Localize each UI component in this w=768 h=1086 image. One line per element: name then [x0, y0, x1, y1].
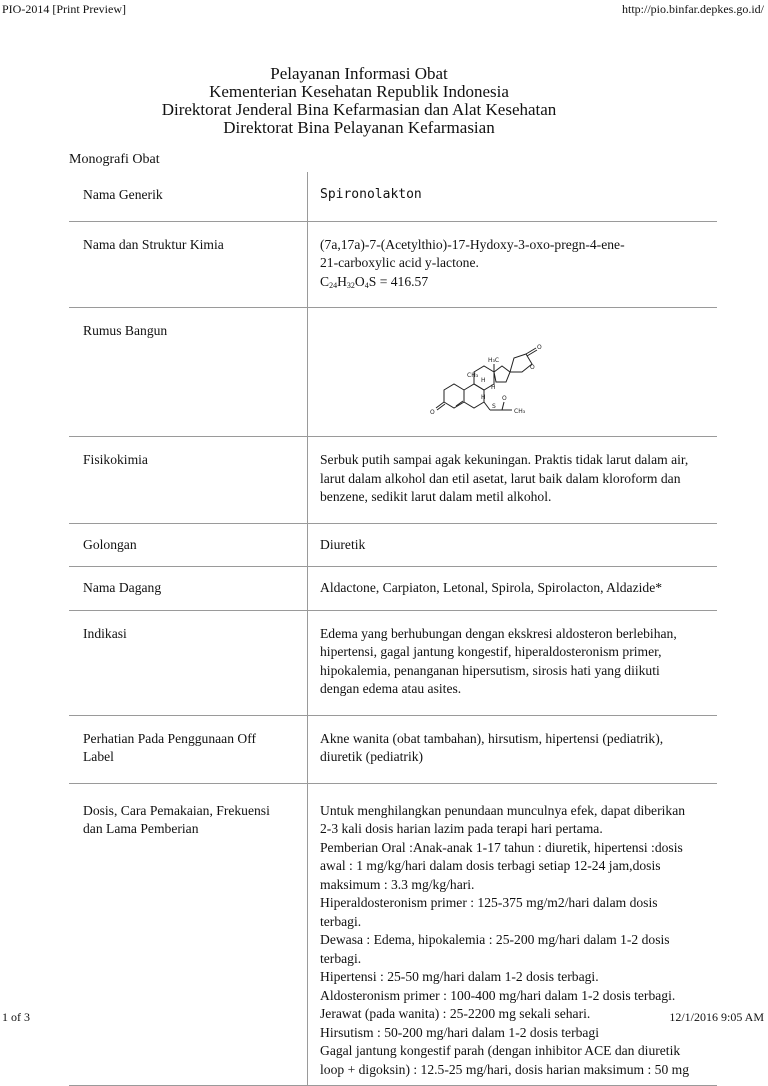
- svg-text:O: O: [536, 344, 542, 351]
- chemical-name-line-2: 21-carboxylic acid y-lactone.: [320, 255, 479, 270]
- label-golongan: Golongan: [69, 523, 308, 567]
- label-nama-generik: Nama Generik: [69, 172, 308, 221]
- value-rumus-bangun: [308, 308, 718, 437]
- row-fisikokimia: [69, 437, 717, 524]
- print-header-url: http://pio.binfar.depkes.go.id/: [622, 2, 764, 16]
- label-nama-struktur: Nama dan Struktur Kimia: [69, 221, 308, 308]
- row-rumus-bangun: [69, 308, 717, 437]
- value-nama-generik: Spironolakton: [308, 172, 718, 221]
- row-dosis: [69, 783, 717, 1086]
- svg-text:H: H: [480, 377, 486, 384]
- value-dosis: Untuk menghilangkan penundaan munculnya efek, dapat diberikan 2-3 kali dosis harian lazim pada terapi hari pertama. Pemberian Oral :Anak-anak 1-17 tahun : diuretik, hipertensi :dosis awal : 1 mg/kg/hari dalam dosis terbagi setiap 12-24 jam,dosis maksimum : 3.3 mg/kg/hari. Hiperaldosteronism primer : 125-375 mg/m2/hari dalam dosis terbagi. Dewasa : Edema, hipokalemia : 25-200 mg/hari dalam 1-2 dosis terbagi. Hipertensi : 25-50 mg/hari dalam 1-2 dosis terbagi. Aldosteronism primer : 100-400 mg/hari dalam 1-2 dosis terbagi. Jerawat (pada wanita) : 25-2200 mg sekali sehari. Hirsutism : 50-200 mg/hari dalam 1-2 dosis terbagi Gagal jantung kongestif parah (dengan inhibitor ACE dan diuretik loop + digoksin) : 12.5-25 mg/hari, dosis harian maksimum : 50 mg: [308, 783, 718, 1086]
- section-subtitle: Monografi Obat: [69, 152, 160, 167]
- label-dosis: Dosis, Cara Pemakaian, Frekuensi dan Lama Pemberian: [69, 783, 308, 1086]
- svg-text:H: H: [490, 384, 496, 391]
- svg-text:H: H: [480, 394, 486, 401]
- label-fisikokimia: Fisikokimia: [69, 437, 308, 524]
- row-golongan: [69, 523, 717, 567]
- label-rumus-bangun: Rumus Bangun: [69, 308, 308, 437]
- spironolactone-structure: [430, 322, 570, 420]
- svg-text:CH₃: CH₃: [513, 408, 525, 415]
- svg-text:S: S: [491, 403, 496, 410]
- svg-text:O: O: [501, 395, 507, 402]
- print-header-title: PIO-2014 [Print Preview]: [2, 2, 126, 16]
- value-nama-dagang: Aldactone, Carpiaton, Letonal, Spirola, Spirolacton, Aldazide*: [308, 567, 718, 611]
- svg-text:H₃C: H₃C: [487, 357, 499, 364]
- value-fisikokimia: Serbuk putih sampai agak kekuningan. Praktis tidak larut dalam air, larut dalam alkohol dan etil asetat, larut baik dalam kloroform dan benzene, sedikit larut dalam metil alkohol.: [308, 437, 718, 524]
- chemical-name-line-1: (7a,17a)-7-(Acetylthio)-17-Hydoxy-3-oxo-pregn-4-ene-: [320, 236, 625, 252]
- row-nama-generik: [69, 172, 717, 221]
- svg-text:O: O: [529, 364, 535, 371]
- row-nama-struktur: [69, 221, 717, 308]
- row-off-label: [69, 715, 717, 783]
- value-nama-struktur: [308, 221, 718, 308]
- print-footer-datetime: 12/1/2016 9:05 AM: [669, 1010, 764, 1024]
- value-off-label: Akne wanita (obat tambahan), hirsutism, hipertensi (pediatrik), diuretik (pediatrik): [308, 715, 718, 783]
- molecular-formula: $C_{24}H_{32}O_4S = 416.57$: [320, 273, 429, 290]
- label-indikasi: Indikasi: [69, 610, 308, 715]
- svg-text:O: O: [429, 409, 435, 416]
- row-indikasi: [69, 610, 717, 715]
- title-line-3: Direktorat Jenderal Bina Kefarmasian dan Alat Kesehatan: [161, 100, 557, 119]
- value-golongan: Diuretik: [308, 523, 718, 567]
- label-nama-dagang: Nama Dagang: [69, 567, 308, 611]
- monograph-table: [69, 172, 717, 1086]
- label-off-label: Perhatian Pada Penggunaan Off Label: [69, 715, 308, 783]
- svg-text:CH₃: CH₃: [466, 372, 478, 379]
- title-line-1: Pelayanan Informasi Obat: [270, 64, 448, 83]
- page-title: [0, 65, 718, 137]
- print-footer-page: 1 of 3: [2, 1010, 30, 1024]
- title-line-4: Direktorat Bina Pelayanan Kefarmasian: [223, 118, 495, 137]
- title-line-2: Kementerian Kesehatan Republik Indonesia: [209, 82, 509, 101]
- value-indikasi: Edema yang berhubungan dengan ekskresi aldosteron berlebihan, hipertensi, gagal jantung kongestif, hiperaldosteronism primer, hipokalemia, penanganan hipersutism, sirosis hati yang diikuti dengan edema atau asites.: [308, 610, 718, 715]
- row-nama-dagang: [69, 567, 717, 611]
